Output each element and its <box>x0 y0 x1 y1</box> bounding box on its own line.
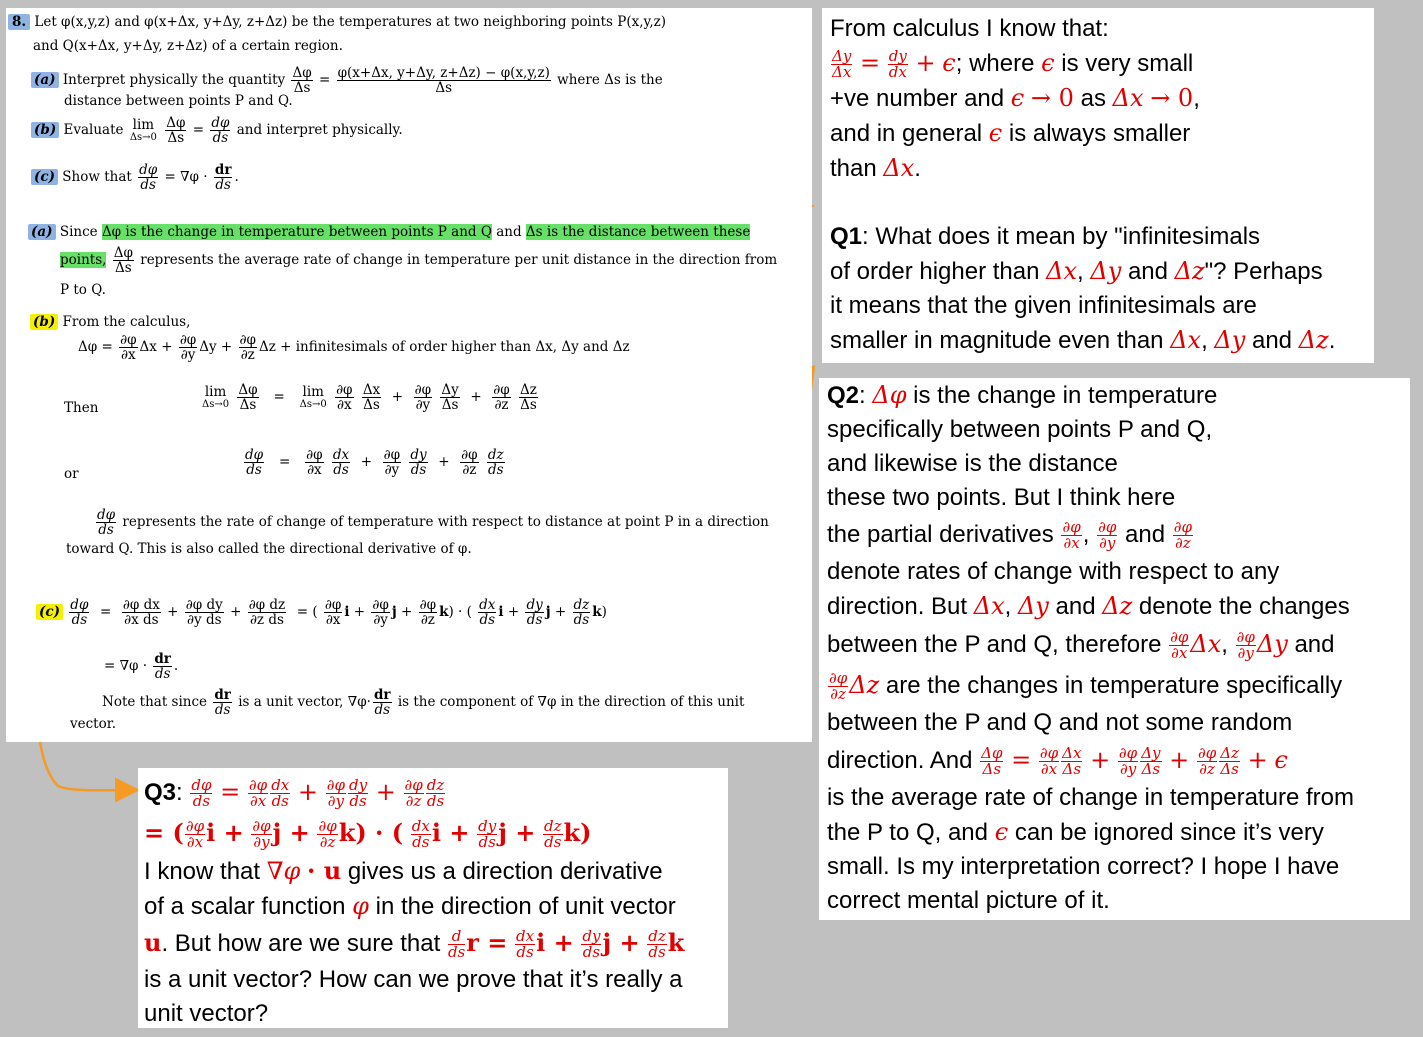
note-q2: Q2: Δφ is the change in temperature specifically between points P and Q, and likewise is the distance these two points. But I think here the partial derivatives $\frac{\partial\varphi}{\partial x}$ , $\frac{\partial\varphi}{\partial y}$ and $\frac{\partial\varphi}{\partial z}$ denote rates of change with respect to any direction. But Δx, Δy and Δz denote the changes between the P and Q, therefore $\frac{\partial\varphi}{\partial x}$ Δx, $\frac{\partial\varphi}{\partial y}$ Δy and $\frac{\partial\varphi}{\partial z}$ Δz are the changes in temperature specifically between the P and Q and not some random direction. And $\frac{\Delta\varphi}{\Delta s}$ = $\frac{\partial\varphi}{\partial x}$ $\frac{\Delta x}{\Delta s}$ + $\frac{\partial\varphi}{\partial y}$ $\frac{\Delta y}{\Delta s}$ + $\frac{\partial\varphi}{\partial z}$ $\frac{\Delta z}{\Delta s}$ + ϵ is the average rate of change in temperature from the P to Q, and ϵ can be ignored since it’s very small. Is my interpretation correct? I hope I have correct mental picture of it. <box>819 378 1410 920</box>
solution-c-eq2: = ∇φ · $\frac{dr}{ds}$ . <box>104 651 179 683</box>
textbook-excerpt <box>6 8 812 742</box>
solution-a-line2: points, $\frac{\Delta\varphi}{\Delta s}$ represents the average rate of change in temperature per unit distance in the direction from <box>60 245 778 277</box>
solution-b-desc2: toward Q. This is also called the directional derivative of φ. <box>66 541 472 557</box>
note-calculus-and-q1: From calculus I know that: $\frac{\Delta y}{\Delta x}$ = $\frac{dy}{dx}$ + ϵ; where ϵ is very small +ve number and ϵ → 0 as Δx → 0, and in general ϵ is always smaller than Δx. Q1: What does it mean by "infinitesimals of order higher than Δx, Δy and Δz"? Perhaps it means that the given infinitesimals are smaller in magnitude even than Δx, Δy and Δz. <box>822 8 1374 363</box>
solution-a-line1: (a) Since Δφ is the change in temperature between points P and Q and Δs is the distance between these <box>28 224 750 240</box>
q1-label: Q1 <box>830 223 863 250</box>
note-q3: Q3: $\frac{d\varphi}{ds}$ = $\frac{\partial\varphi}{\partial x}$ $\frac{dx}{ds}$ + $\frac{\partial\varphi}{\partial y}$ $\frac{dy}{ds}$ + $\frac{\partial\varphi}{\partial z}$ $\frac{dz}{ds}$ = ( $\frac{\partial\varphi}{\partial x}$ i + $\frac{\partial\varphi}{\partial y}$ j + $\frac{\partial\varphi}{\partial z}$ k) · ( $\frac{dx}{ds}$ i + $\frac{dy}{ds}$ j + $\frac{dz}{ds}$ k) I know that ∇φ · u gives us a direction derivative of a scalar function φ in the direction of unit vector u. But how are we sure that $\frac{d}{ds}$ r = $\frac{dx}{ds}$ i + $\frac{dy}{ds}$ j + $\frac{dz}{ds}$ k is a unit vector? How can we prove that it’s really a unit vector? <box>138 768 728 1028</box>
solution-b-eq2: lim Δs→0 $\frac{\Delta\varphi}{\Delta s}$ = lim Δs→0 $\frac{\partial\varphi}{\partial x}$ $\frac{\Delta x}{\Delta s}$ + $\frac{\partial\varphi}{\partial y}$ $\frac{\Delta y}{\Delta s}$ + $\frac{\partial\varphi}{\partial z}$ $\frac{\Delta z}{\Delta s}$ <box>202 382 537 414</box>
part-a-question: (a) Interpret physically the quantity $\frac{\Delta\varphi}{\Delta s}$ = $\frac{\varphi(x+\Delta x, y+\Delta y, z+\Delta z) - \varphi(x,y,z)}{\Delta s}$ where Δs is the <box>31 66 663 95</box>
q3-label: Q3 <box>144 779 177 806</box>
solution-c-note: Note that since $\frac{dr}{ds}$ is a unit vector, ∇φ· $\frac{dr}{ds}$ is the component of ∇φ in the direction of this unit <box>102 687 745 719</box>
part-b-question: (b) Evaluate lim Δs→0 $\frac{\Delta\varphi}{\Delta s}$ = $\frac{d\varphi}{ds}$ and interpret physically. <box>31 116 403 145</box>
highlight-delta-phi: Δφ is the change in temperature between points P and Q <box>101 224 492 240</box>
solution-a-line3: P to Q. <box>60 282 106 298</box>
part-c-question: (c) Show that $\frac{d\varphi}{ds}$ = ∇φ · $\frac{dr}{ds}$ . <box>31 163 239 192</box>
problem-intro-line2: and Q(x+Δx, y+Δy, z+Δz) of a certain region. <box>33 38 343 54</box>
solution-b-or: or <box>64 466 79 482</box>
problem-intro-line1: 8. Let φ(x,y,z) and φ(x+Δx, y+Δy, z+Δz) be the temperatures at two neighboring points P(x,y,z) <box>8 14 666 30</box>
problem-number: 8. <box>8 14 30 30</box>
solution-c-eq1: (c) $\frac{d\varphi}{ds}$ = $\frac{\text{∂φ dx}}{\text{∂x ds}}$ + $\frac{\text{∂φ dy}}{\text{∂y ds}}$ + $\frac{\text{∂φ dz}}{\text{∂z ds}}$ = ( $\frac{\partial\varphi}{\partial x}$ i + $\frac{\partial\varphi}{\partial y}$ j + $\frac{\partial\varphi}{\partial z}$ k) · ( $\frac{dx}{ds}$ i + $\frac{dy}{ds}$ j + $\frac{dz}{ds}$ k) <box>36 598 607 627</box>
solution-b-intro: (b) From the calculus, <box>30 314 190 330</box>
solution-b-desc1: $\frac{d\varphi}{ds}$ represents the rate of change of temperature with respect to distance at point P in a direction <box>97 507 769 539</box>
solution-b-eq1: Δφ = $\frac{\partial\varphi}{\partial x}$ Δx + $\frac{\partial\varphi}{\partial y}$ Δy + $\frac{\partial\varphi}{\partial z}$ Δz + infinitesimals of order higher than Δx, Δy and Δz <box>78 332 630 364</box>
highlight-delta-s: Δs is the distance between these <box>525 224 751 240</box>
solution-c-note-end: vector. <box>70 716 116 732</box>
part-a-tail: distance between points P and Q. <box>64 93 293 109</box>
solution-b-eq3: $\frac{d\varphi}{ds}$ = $\frac{\partial\varphi}{\partial x}$ $\frac{dx}{ds}$ + $\frac{\partial\varphi}{\partial y}$ $\frac{dy}{ds}$ + $\frac{\partial\varphi}{\partial z}$ $\frac{dz}{ds}$ <box>245 447 504 479</box>
solution-b-then: Then <box>64 400 99 416</box>
q2-label: Q2 <box>827 382 860 409</box>
